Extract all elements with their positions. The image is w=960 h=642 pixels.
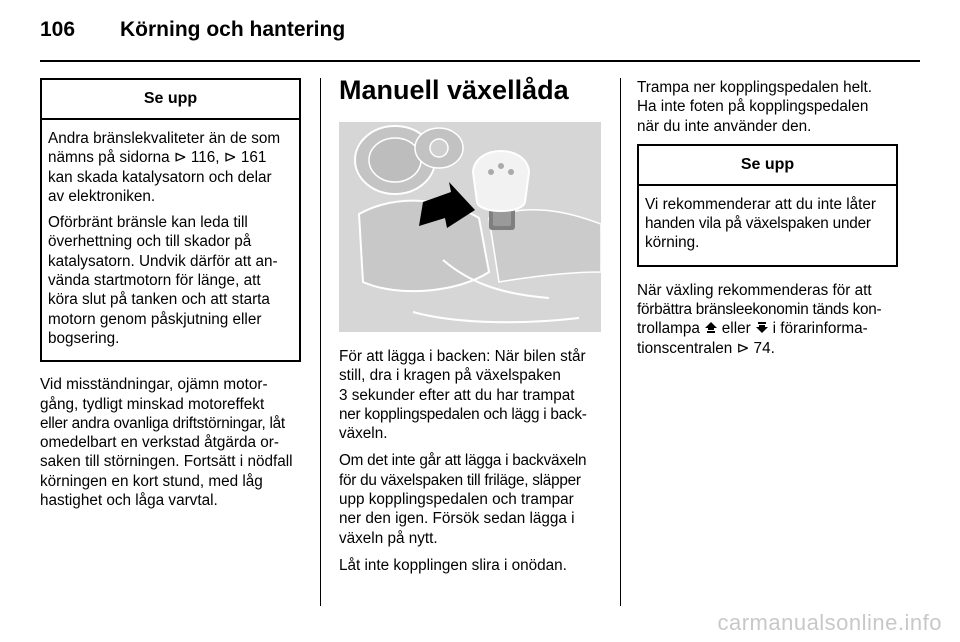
caution-box-fuel <box>40 78 301 362</box>
left-column <box>40 78 305 518</box>
caution-paragraph-2: Oförbränt bränsle kan leda till överhettning och till skador på katalysatorn. Undvik därför att an- vända startmotorn för länge, att köra slut på tanken och att starta motorn genom påskjutning eller bogsering. <box>48 214 278 347</box>
header-rule <box>40 60 920 62</box>
column-divider-left <box>320 78 321 606</box>
clutch-pedal-paragraph: Trampa ner kopplingspedalen helt. Ha inte foten på kopplingspedalen när du inte använder den. <box>637 79 872 135</box>
caution-paragraph-1: Andra bränslekvaliteter än de som nämns på sidorna ⊳ 116, ⊳ 161 kan skada katalysatorn och delar av elektroniken. <box>48 130 281 205</box>
watermark: carmanualsonline.info <box>717 610 942 635</box>
shift-up-icon <box>704 321 722 336</box>
caution-paragraph: Vi rekommenderar att du inte låter handen vila på växelspaken under körning. <box>645 195 876 252</box>
page-header <box>40 18 920 58</box>
middle-column <box>339 74 607 583</box>
reverse-gear-paragraph: För att lägga i backen: När bilen står still, dra i kragen på växelspaken 3 sekunder efter att du har trampat ner kopplingspedalen och lägg i back- växeln. <box>339 348 587 443</box>
chapter-title: Körning och hantering <box>120 18 346 41</box>
gear-lever-illustration <box>339 122 601 332</box>
page-number: 106 <box>40 18 76 41</box>
column-divider-right <box>620 78 621 606</box>
caution-body <box>42 120 299 360</box>
caution-box-hand <box>637 144 898 267</box>
right-column <box>637 78 905 366</box>
misfire-paragraph: Vid misständningar, ojämn motor- gång, tydligt minskad motoreffekt eller andra ovanliga driftstörningar, låt omedelbart en verkstad åtgärda or- saken till störningen. Fortsätt i nödfall körningen en kort stund, med låg hastighet och låga varvtal. <box>40 376 293 510</box>
gear-lever-drawing <box>339 122 601 332</box>
caution-body <box>639 186 896 265</box>
shift-down-icon <box>755 321 773 336</box>
reverse-retry-paragraph: Om det inte går att lägga i backväxeln för du växelspaken till friläge, släpper upp kopplingspedalen och trampar ner den igen. Försök sedan lägga i växeln på nytt. <box>339 452 587 547</box>
section-title: Manuell växellåda <box>339 75 569 105</box>
shift-indicator-paragraph: När växling rekommenderas för att förbättra bränsleekonomin tänds kon- trollampa eller i förarinforma- tionscentralen ⊳ 74. <box>637 281 882 357</box>
caution-title: Se upp <box>639 146 896 186</box>
clutch-slip-paragraph: Låt inte kopplingen slira i onödan. <box>339 556 567 574</box>
caution-title: Se upp <box>42 80 299 120</box>
